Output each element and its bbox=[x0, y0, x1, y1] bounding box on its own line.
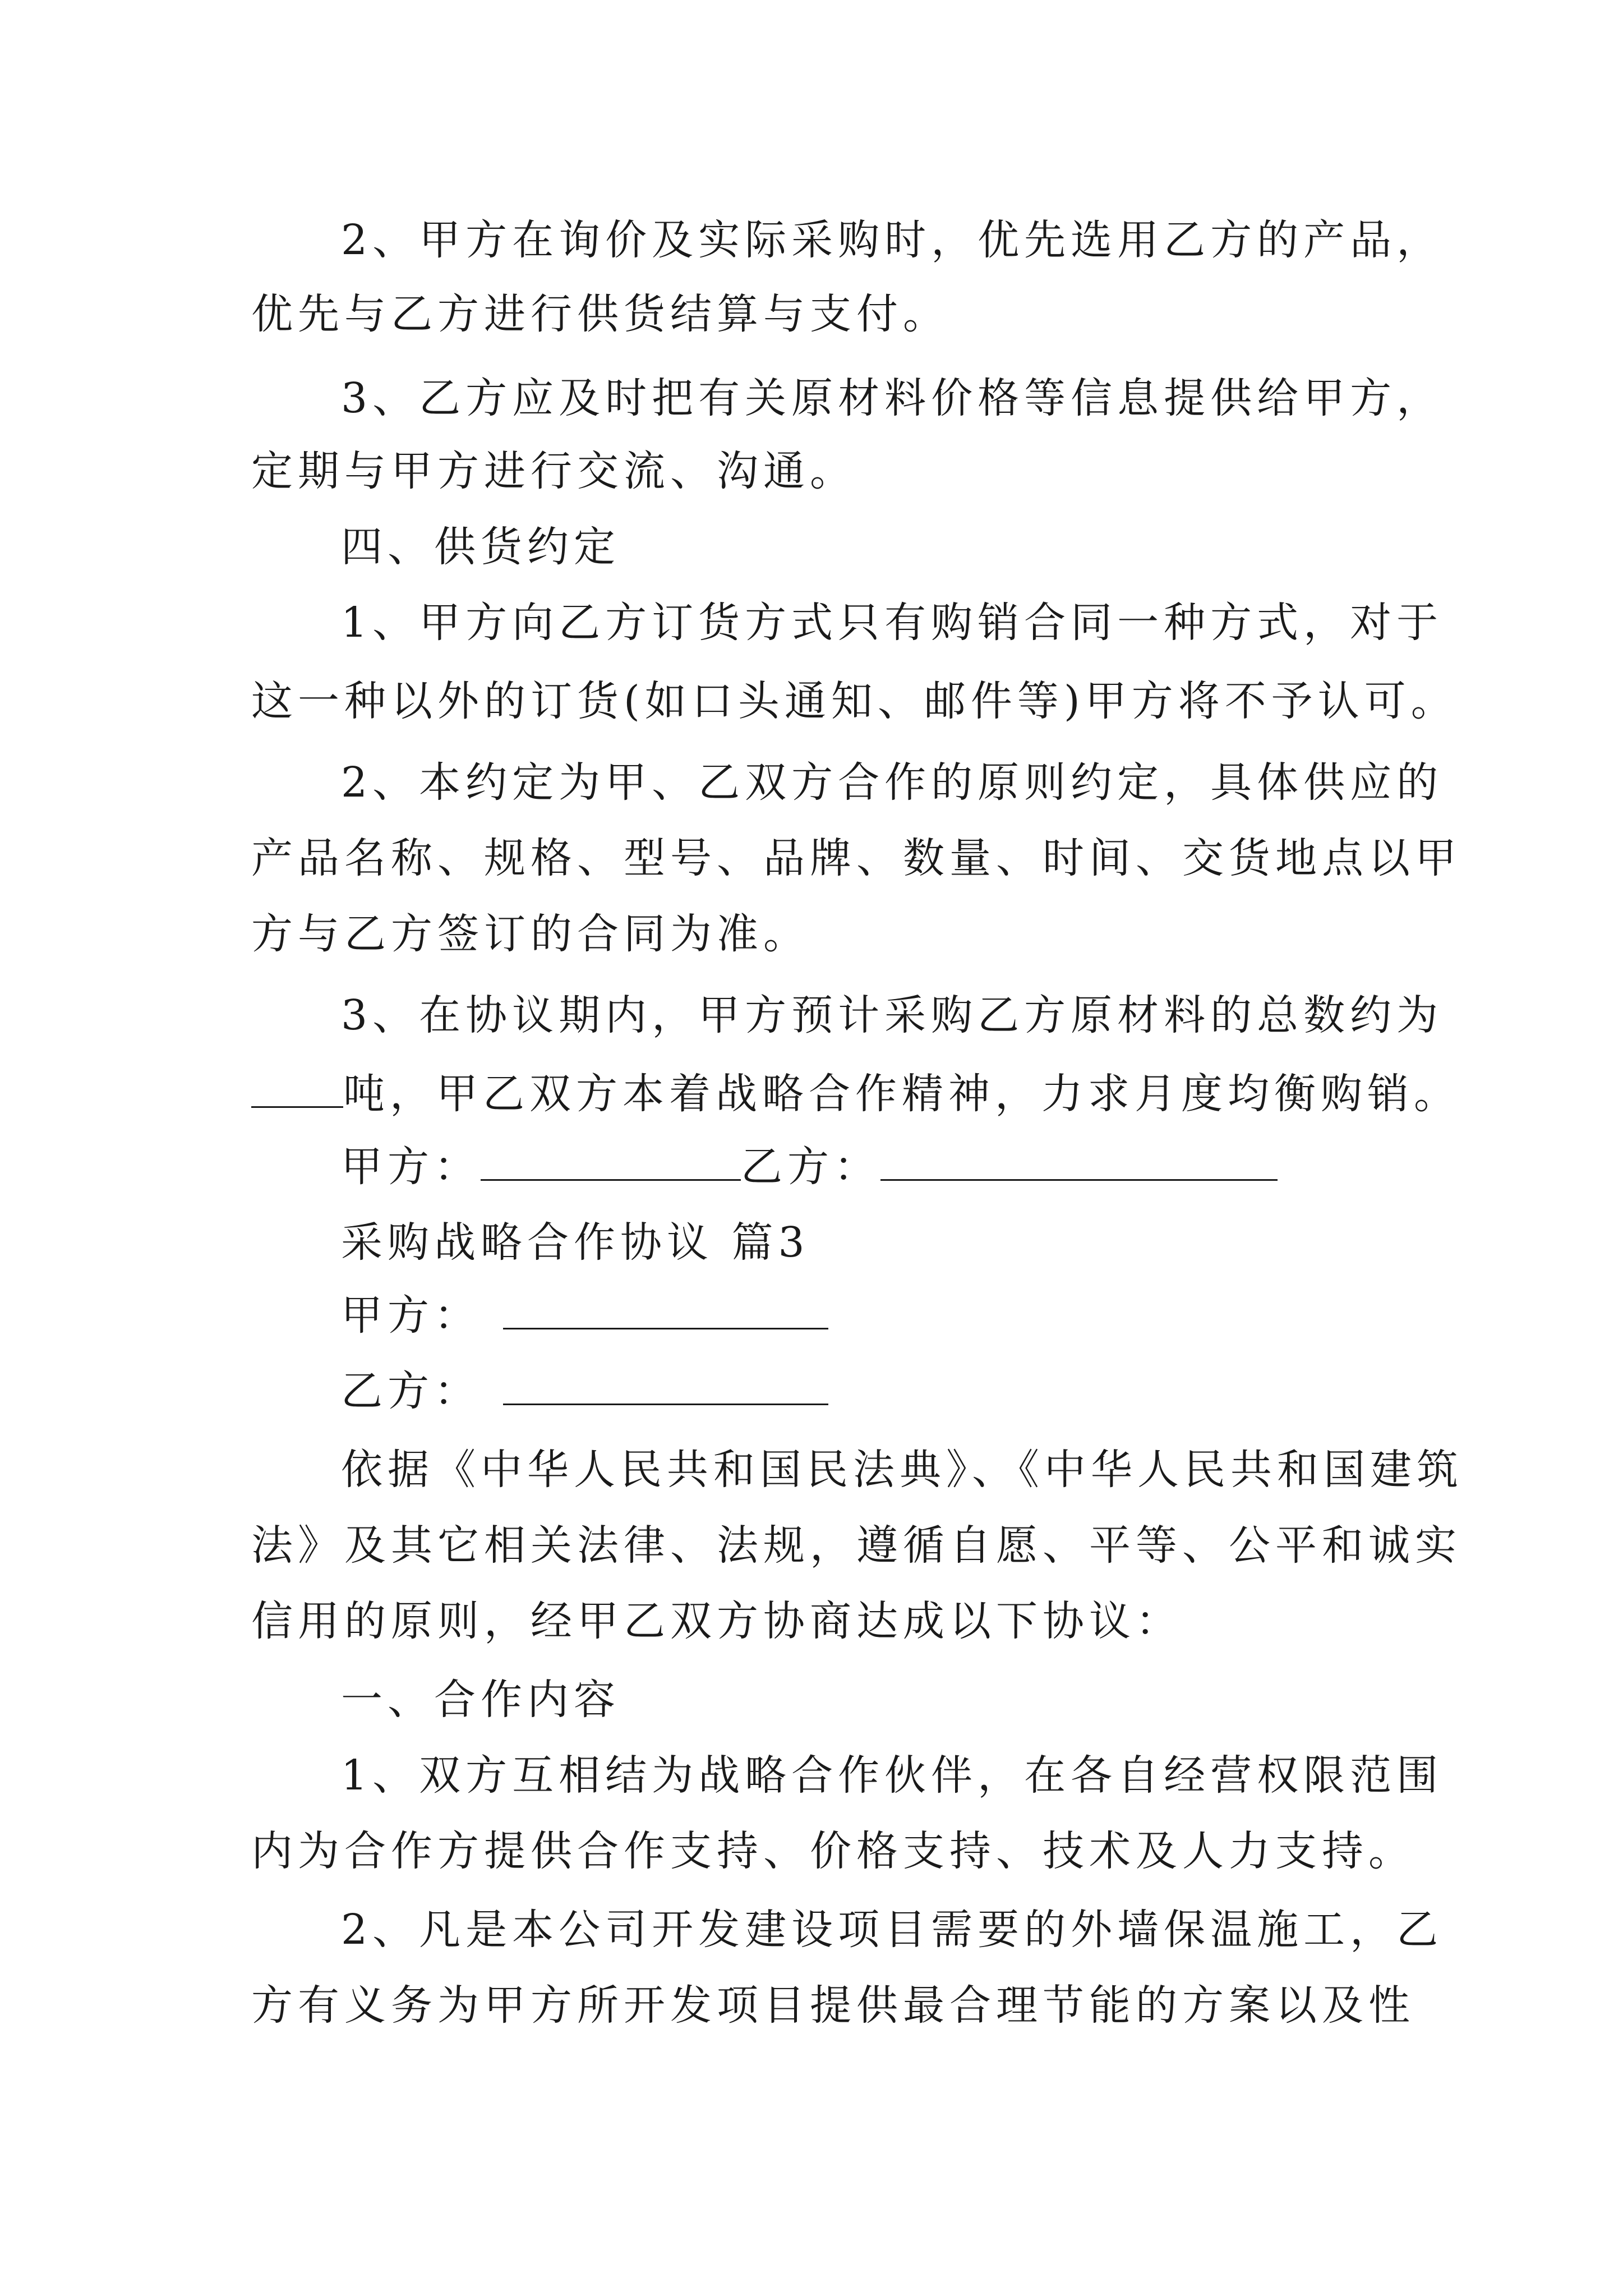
party-a-label: 甲方： bbox=[341, 1291, 481, 1340]
party-b-line bbox=[341, 1363, 828, 1419]
paragraph-line: 法》及其它相关法律、法规，遵循自愿、平等、公平和诚实 bbox=[251, 1521, 1461, 1570]
party-a-label: 甲方： bbox=[341, 1143, 481, 1191]
paragraph-line: 2、凡是本公司开发建设项目需要的外墙保温施工，乙 bbox=[341, 1906, 1444, 1954]
paragraph-text: 吨，甲乙双方本着战略合作精神，力求月度均衡购销。 bbox=[343, 1070, 1460, 1118]
paragraph-line: 方有义务为甲方所开发项目提供最合理节能的方案以及性 bbox=[251, 1981, 1415, 2030]
paragraph-line: 这一种以外的订货(如口头通知、邮件等)甲方将不予认可。 bbox=[251, 677, 1458, 725]
paragraph-line: 2、甲方在询价及实际采购时，优先选用乙方的产品， bbox=[341, 216, 1444, 264]
paragraph-line: 1、甲方向乙方订货方式只有购销合同一种方式，对于 bbox=[341, 599, 1444, 647]
paragraph-line: 产品名称、规格、型号、品牌、数量、时间、交货地点以甲 bbox=[251, 834, 1461, 882]
paragraph-line: 3、在协议期内，甲方预计采购乙方原材料的总数约为 bbox=[341, 991, 1444, 1039]
fill-in-blank[interactable] bbox=[251, 1073, 343, 1108]
paragraph-line: 2、本约定为甲、乙双方合作的原则约定，具体供应的 bbox=[341, 758, 1444, 807]
paragraph-line-with-blank bbox=[251, 1066, 1460, 1122]
paragraph-line: 依据《中华人民共和国民法典》、《中华人民共和国建筑 bbox=[341, 1446, 1463, 1494]
party-b-blank[interactable] bbox=[503, 1370, 828, 1405]
signature-line bbox=[341, 1139, 1278, 1195]
party-b-blank[interactable] bbox=[880, 1145, 1278, 1181]
paragraph-line: 内为合作方提供合作支持、价格支持、技术及人力支持。 bbox=[251, 1827, 1415, 1875]
party-a-line bbox=[341, 1287, 828, 1343]
paragraph-line: 信用的原则，经甲乙双方协商达成以下协议： bbox=[251, 1597, 1182, 1645]
section-heading: 四、供货约定 bbox=[341, 523, 620, 571]
paragraph-line: 1、双方互相结为战略合作伙伴，在各自经营权限范围 bbox=[341, 1751, 1444, 1800]
party-b-label: 乙方： bbox=[741, 1143, 880, 1191]
party-a-blank[interactable] bbox=[481, 1145, 741, 1181]
paragraph-line: 优先与乙方进行供货结算与支付。 bbox=[251, 290, 949, 338]
paragraph-line: 3、乙方应及时把有关原材料价格等信息提供给甲方， bbox=[341, 374, 1444, 422]
party-a-blank[interactable] bbox=[503, 1294, 828, 1329]
agreement-subtitle: 采购战略合作协议 篇3 bbox=[341, 1218, 810, 1267]
party-b-label: 乙方： bbox=[341, 1367, 481, 1415]
paragraph-line: 定期与甲方进行交流、沟通。 bbox=[251, 447, 856, 495]
paragraph-line: 方与乙方签订的合同为准。 bbox=[251, 910, 810, 958]
section-heading: 一、合作内容 bbox=[341, 1676, 620, 1724]
